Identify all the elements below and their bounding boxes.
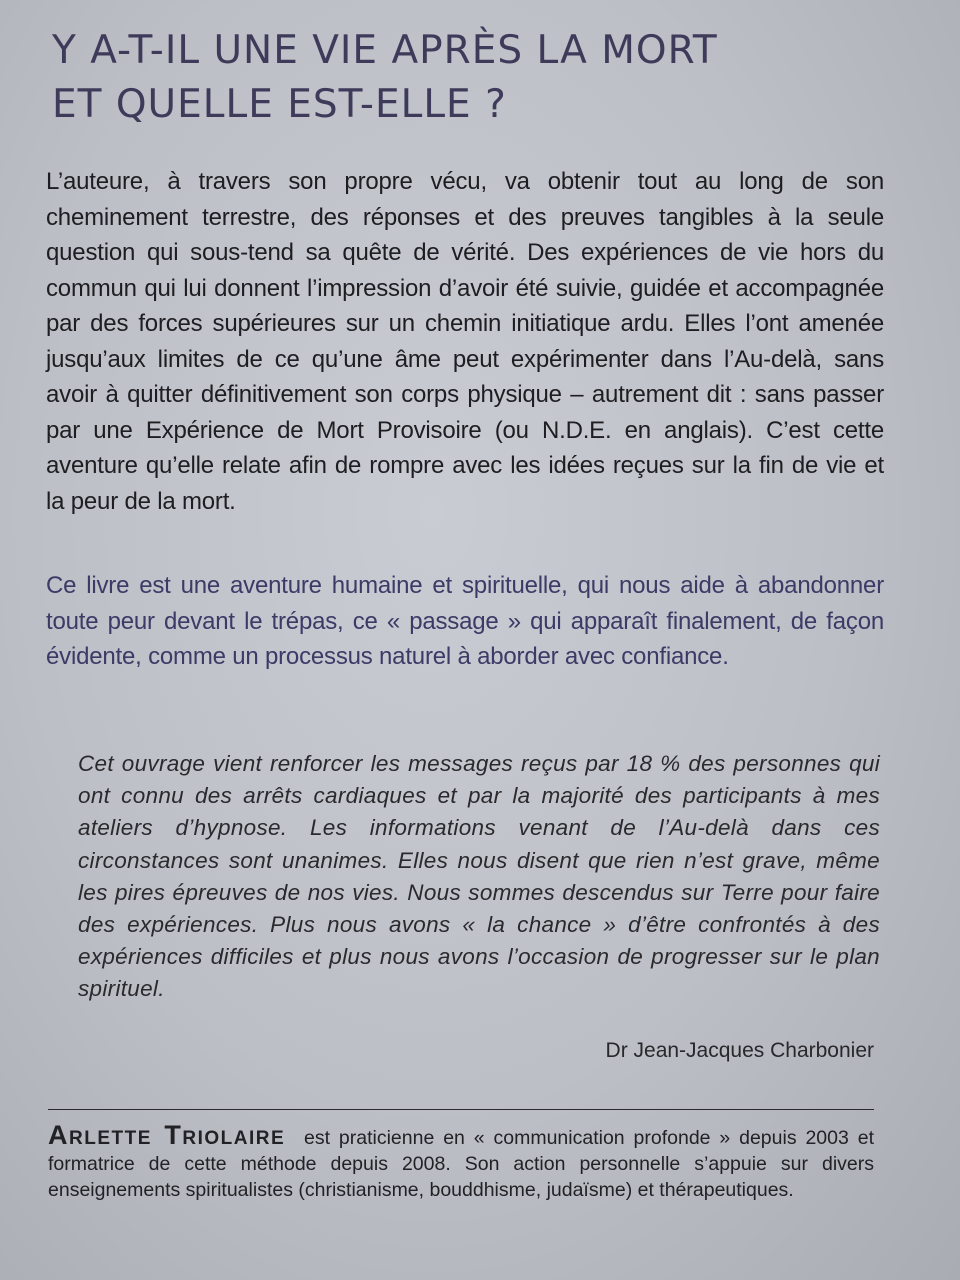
summary-paragraph: L’auteure, à travers son propre vécu, va obtenir tout au long de son cheminement terrestre, des réponses et des preuves tangibles à la seule question qui sous-tend sa quête de vérité. Des expériences de vie hors du commun qui lui donnent l’impression d’avoir été suivie, guidée et accompagnée par des forces supérieures sur un chemin initiatique ardu. Elles l’ont amenée jusqu’aux limites de ce qu’une âme peut expérimenter dans l’Au-delà, sans avoir à quitter définitivement son corps physique – autrement dit : sans passer par une Expérience de Mort Provisoire (ou N.D.E. en anglais). C’est cette aventure qu’elle relate afin de rompre avec les idées reçues sur la fin de vie et la peur de la mort. [46,168,884,515]
page-title [52,24,912,132]
quote-signature: Dr Jean-Jacques Charbonier [605,1039,874,1062]
author-bio [48,1122,874,1203]
endorsement-quote: Cet ouvrage vient renforcer les messages reçus par 18 % des personnes qui ont connu des arrêts cardiaques et par la majorité des participants à mes ateliers d’hypnose. Les informations venant de l’Au-delà dans ces circonstances sont unanimes. Elles nous disent que rien n’est grave, même les pires épreuves de nos vies. Nous sommes descendus sur Terre pour faire des expériences. Plus nous avons « la chance » d’être confrontés à des expériences difficiles et plus nous avons l’occasion de progresser sur le plan spirituel. [78,751,880,1002]
title-line-2: ET QUELLE EST-ELLE ? [52,82,507,127]
highlight-paragraph: Ce livre est une aventure humaine et spirituelle, qui nous aide à abandonner toute peur devant le trépas, ce « passage » qui apparaît finalement, de façon évidente, comme un processus naturel à aborder avec confiance. [46,572,884,670]
divider-line [48,1109,874,1110]
author-name: Arlette Triolaire [48,1120,286,1150]
author-bio-text: est praticienne en « communication profonde » depuis 2003 et formatrice de cette méthode depuis 2008. Son action personnelle s’appuie sur divers enseignements spiritualistes (christianisme, bouddhisme, judaïsme) et thérapeutiques. [48,1127,874,1201]
title-line-1: Y A-T-IL UNE VIE APRÈS LA MORT [52,28,718,73]
